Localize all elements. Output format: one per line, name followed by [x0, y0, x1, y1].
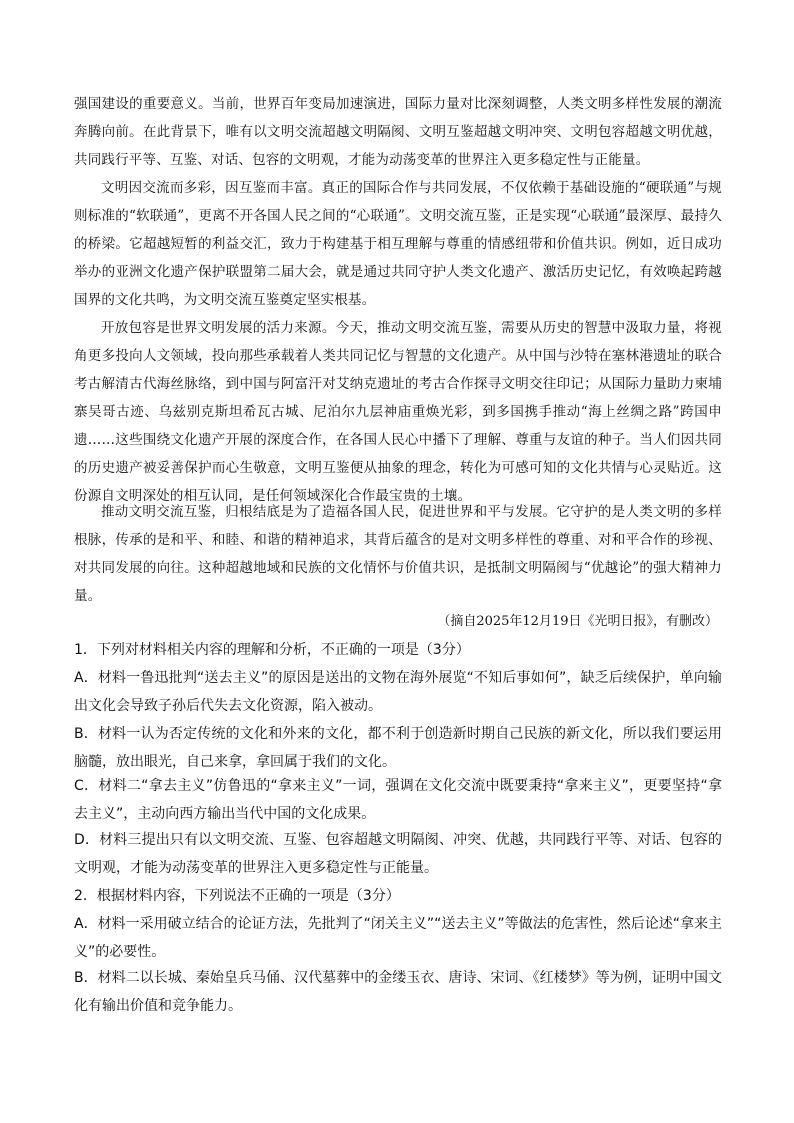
question-2-option-a: A．材料一采用破立结合的论证方法，先批判了“闭关主义”“送去主义”等做法的危害性，然后论述“拿来主义”的必要性。	[74, 916, 722, 960]
paragraph-4: 推动文明交流互鉴，归根结底是为了造福各国人民，促进世界和平与发展。它守护的是人类文明的多样根脉，传承的是和平、和睦、和谐的精神追求，其背后蕴含的是对文明多样性的尊重、对和平合作的珍视、对共同发展的向往。这种超越地域和民族的文化情怀与价值共识，是抵制文明隔阂与“优越论”的强大精神力量。	[74, 504, 722, 604]
question-1-stem: 1．下列对材料相关内容的理解和分析，不正确的一项是（3分）	[74, 642, 470, 658]
question-1-option-c: C．材料二“拿去主义”仿鲁迅的“拿来主义”一词，强调在文化交流中既要秉持“拿来主义”，更要坚持“拿去主义”，主动向西方输出当代中国的文化成果。	[74, 778, 722, 822]
question-2-stem: 2．根据材料内容，下列说法不正确的一项是（3分）	[74, 888, 400, 904]
paragraph-2: 文明因交流而多彩，因互鉴而丰富。真正的国际合作与共同发展，不仅依赖于基础设施的“硬联通”与规则标准的“软联通”，更离不开各国人民之间的“心联通”。文明交流互鉴，正是实现“心联通”最深厚、最持久的桥梁。它超越短暂的利益交汇，致力于构建基于相互理解与尊重的情感纽带和价值共识。例如，近日成功举办的亚洲文化遗产保护联盟第二届大会，就是通过共同守护人类文化遗产、激活历史记忆，有效唤起跨越国界的文化共鸣，为文明交流互鉴奠定坚实根基。	[74, 180, 722, 308]
question-1-option-a: A．材料一鲁迅批判“送去主义”的原因是送出的文物在海外展览“不知后事如何”，缺乏后续保护，单向输出文化会导致子孙后代失去文化资源，陷入被动。	[74, 670, 722, 714]
paragraph-1: 强国建设的重要意义。当前，世界百年变局加速演进，国际力量对比深刻调整，人类文明多样性发展的潮流奔腾向前。在此背景下，唯有以文明交流超越文明隔阂、文明互鉴超越文明冲突、文明包容超越文明优越，共同践行平等、互鉴、对话、包容的文明观，才能为动荡变革的世界注入更多稳定性与正能量。	[74, 96, 722, 168]
source-citation: （摘自2025年12月19日《光明日报》，有删改）	[437, 614, 718, 629]
question-1-option-d: D．材料三提出只有以文明交流、互鉴、包容超越文明隔阂、冲突、优越，共同践行平等、对话、包容的文明观，才能为动荡变革的世界注入更多稳定性与正能量。	[74, 832, 722, 876]
question-2-option-b: B．材料二以长城、秦始皇兵马俑、汉代墓葬中的金缕玉衣、唐诗、宋词、《红楼梦》等为例，证明中国文化有输出价值和竞争能力。	[74, 970, 722, 1014]
paragraph-3: 开放包容是世界文明发展的活力来源。今天，推动文明交流互鉴，需要从历史的智慧中汲取力量，将视角更多投向人文领域，投向那些承载着人类共同记忆与智慧的文化遗产。从中国与沙特在塞林港遗址的联合考古解清古代海丝脉络，到中国与阿富汗对艾纳克遗址的考古合作探寻文明交往印记；从国际力量助力柬埔寨吴哥古迹、乌兹别克斯坦希瓦古城、尼泊尔九层神庙重焕光彩，到多国携手推动“海上丝绸之路”跨国申遗……这些围绕文化遗产开展的深度合作，在各国人民心中播下了理解、尊重与友谊的种子。当人们因共同的历史遗产被妥善保护而心生敬意，文明互鉴便从抽象的理念，转化为可感可知的文化共情与心灵贴近。这份源自文明深处的相互认同，是任何领域深化合作最宝贵的土壤。	[74, 320, 722, 504]
question-1-option-b: B．材料一认为否定传统的文化和外来的文化，都不利于创造新时期自己民族的新文化，所以我们要运用脑髓，放出眼光，自己来拿，拿回属于我们的文化。	[74, 726, 722, 770]
